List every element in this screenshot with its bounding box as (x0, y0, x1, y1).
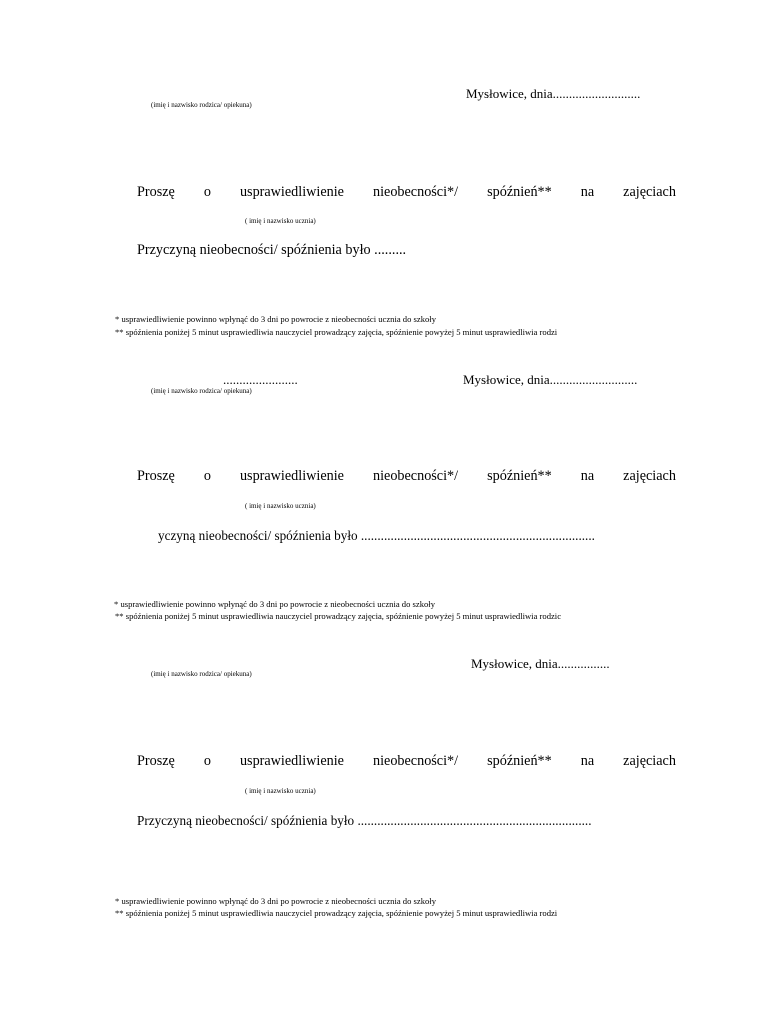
request-word: Proszę (137, 468, 175, 484)
request-line (137, 184, 676, 201)
request-word: nieobecności*/ (372, 184, 459, 200)
request-word: usprawiedliwienie (239, 753, 344, 769)
footnote-lateness: ** spóźnienia poniżej 5 minut usprawiedliwia nauczyciel prowadzący zajęcia, spóźnienie powyżej 5 minut usprawiedliwia rodzi (115, 908, 558, 918)
footnote-deadline: * usprawiedliwienie powinno wpłynąć do 3 dni po powrocie z nieobecności ucznia do szkoły (115, 314, 436, 324)
request-word: zajęciach (623, 753, 676, 769)
footnote-deadline: * usprawiedliwienie powinno wpłynąć do 3 dni po powrocie z nieobecności ucznia do szkoły (114, 599, 435, 609)
request-word: usprawiedliwienie (239, 184, 344, 200)
request-word: na (580, 753, 595, 769)
absence-reason-line: Przyczyną nieobecności/ spóźnienia było ....................................................................... (137, 813, 592, 828)
request-word: spóźnień** (487, 753, 552, 769)
absence-reason-line: Przyczyną nieobecności/ spóźnienia było ......... (137, 242, 407, 258)
request-word: nieobecności*/ (372, 753, 459, 769)
request-word: nieobecności*/ (372, 468, 459, 484)
request-word: zajęciach (623, 184, 676, 200)
request-word: spóźnień** (487, 184, 552, 200)
request-word: usprawiedliwienie (239, 468, 344, 484)
parent-name-caption: (imię i nazwisko rodzica/ opiekuna) (151, 101, 252, 109)
request-word: zajęciach (623, 468, 676, 484)
parent-name-caption: (imię i nazwisko rodzica/ opiekuna) (151, 387, 252, 395)
place-date-line: Mysłowice, dnia........................... (463, 372, 638, 387)
place-date-line: Mysłowice, dnia................ (471, 656, 610, 671)
parent-name-caption: (imię i nazwisko rodzica/ opiekuna) (151, 670, 252, 678)
request-word: na (580, 184, 595, 200)
request-word: o (203, 753, 211, 769)
place-date-line: Mysłowice, dnia........................... (466, 86, 641, 101)
request-word: spóźnień** (487, 468, 552, 484)
request-line (137, 753, 676, 770)
parent-name-dots: ....................... (223, 372, 298, 387)
footnote-deadline: * usprawiedliwienie powinno wpłynąć do 3 dni po powrocie z nieobecności ucznia do szkoły (115, 896, 436, 906)
student-name-caption: ( imię i nazwisko ucznia) (245, 787, 316, 795)
footnote-lateness: ** spóźnienia poniżej 5 minut usprawiedliwia nauczyciel prowadzący zajęcia, spóźnienie powyżej 5 minut usprawiedliwia rodzi (115, 327, 558, 337)
request-word: o (203, 468, 211, 484)
request-line (137, 468, 676, 485)
student-name-caption: ( imię i nazwisko ucznia) (245, 502, 316, 510)
absence-reason-line: yczyną nieobecności/ spóźnienia było ....................................................................... (158, 528, 595, 543)
footnote-lateness: ** spóźnienia poniżej 5 minut usprawiedliwia nauczyciel prowadzący zajęcia, spóźnienie powyżej 5 minut usprawiedliwia rodzic (115, 611, 562, 621)
request-word: na (580, 468, 595, 484)
request-word: o (203, 184, 211, 200)
request-word: Proszę (137, 753, 175, 769)
student-name-caption: ( imię i nazwisko ucznia) (245, 217, 316, 225)
request-word: Proszę (137, 184, 175, 200)
